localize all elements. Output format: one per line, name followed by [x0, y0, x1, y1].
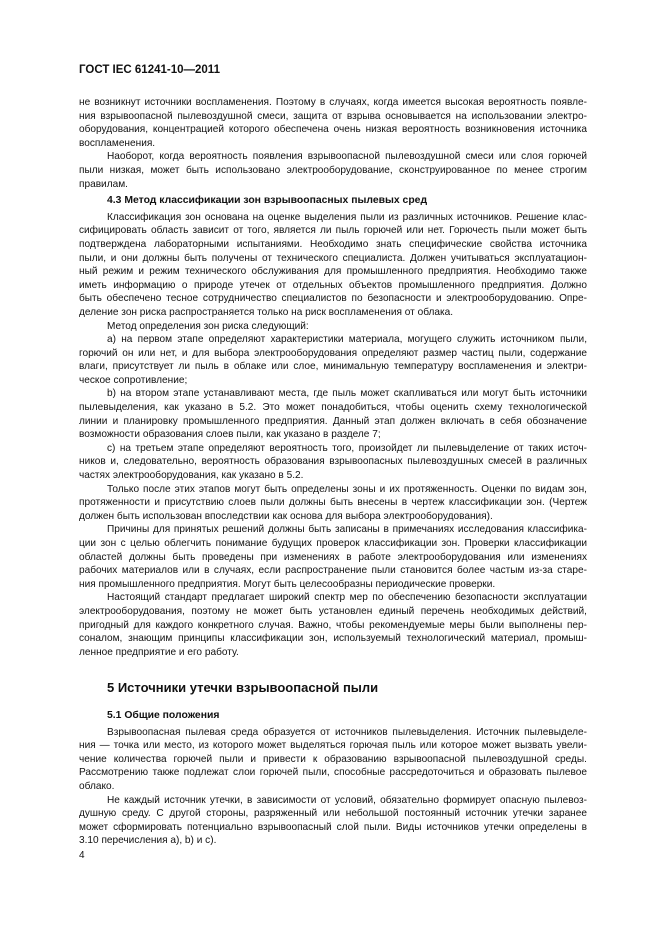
text-line: воспламенения. [79, 137, 156, 149]
text-line: линии и планировку промышленного предприятия. Данный этап должен включать в себя обозначение [79, 415, 587, 427]
paragraph [79, 150, 587, 191]
subsection-heading: 4.3 Метод классификации зон взрывоопасных пылевых сред [107, 195, 428, 207]
text-line: Классификация зон основана на оценке выделения пыли из различных источников. Решение клас- [107, 211, 587, 223]
text-line: Рассмотрению также подлежат слои горючей пыли, способные рассредоточиться и образовать пылевое [79, 767, 587, 779]
text-line: электрооборудования, поэтому не может быть установлен единый перечень необходимых действий, [79, 605, 587, 617]
text-line: влаги, присутствует ли пыль в облаке или слое, минимальную температуру воспламенения и электри- [79, 361, 587, 373]
text-line: соналом, знающим принципы классификации зон, используемый технологический материал, промыш- [79, 633, 587, 645]
text-line: частях электрооборудования, как указано в 5.2. [79, 470, 304, 482]
document-header: ГОСТ IEC 61241-10—2011 [79, 64, 220, 76]
text-line: Метод определения зон риска следующий: [107, 320, 309, 332]
text-line: сифицировать область зависит от того, является ли пыль горючей или нет. Горючесть пыли может быть [79, 225, 587, 237]
text-line: подтверждена лабораторными испытаниями. Необходимо знать специфические свойства источника [79, 238, 587, 250]
text-line: ния промышленного предприятия. Могут быть целесообразны периодические проверки. [79, 578, 496, 590]
text-line: иметь информацию о природе утечек от отдельных объектов промышленного предприятия. Должно [79, 279, 587, 291]
text-line: a) на первом этапе определяют характеристики материала, могущего служить источником пыли, [107, 334, 587, 346]
section-heading: 5 Источники утечки взрывоопасной пыли [107, 680, 379, 696]
text-line: ный режим и режим технического обслуживания для промышленного предприятия. Необходимо также [79, 266, 587, 278]
text-line: может сформировать потенциально взрывоопасный слой пыли. Виды источников утечки определены в [79, 821, 587, 833]
text-line: правилам. [79, 178, 128, 190]
paragraph [79, 591, 587, 659]
paragraph [79, 387, 587, 441]
text-line: Причины для принятых решений должны быть записаны в примечаниях исследования классифика- [107, 524, 587, 536]
text-line: ленное предприятие и его работу. [79, 646, 239, 658]
text-line: областей должны быть проведены при изменениях в работе электрооборудования или изменениях [79, 551, 587, 563]
paragraph [79, 726, 587, 794]
paragraph [79, 523, 587, 591]
subsection-heading: 5.1 Общие положения [107, 709, 220, 721]
text-line: деление зон риска распространяется только на риск воспламенения от облака. [79, 306, 454, 318]
text-line: протяженности и присутствию слоев пыли должны быть внесены в чертеж классификации зон. (Чертеж [79, 497, 587, 509]
text-line: ческое сопротивление; [79, 374, 188, 386]
paragraph [79, 442, 587, 483]
text-line: Только после этих этапов могут быть определены зоны и их протяженность. Оценки по видам зон, [107, 483, 587, 495]
text-line: 3.10 перечисления a), b) и c). [79, 835, 217, 847]
page-number: 4 [79, 850, 85, 861]
text-line: душную среду. С другой стороны, разряженный или небольшой постоянный источник утечки заранее [79, 808, 587, 820]
text-line: пригодный для каждого конкретного случая. Важно, чтобы рекомендуемые меры были выполнены пер- [79, 619, 587, 631]
text-line: оборудования, концентрацией которого обеспечена очень низкая вероятность возникновения источника [79, 124, 587, 136]
text-line: c) на третьем этапе определяют вероятность того, произойдет ли пылевыделение от таких источ- [107, 442, 587, 454]
text-line: пылевыделения, как указано в 5.2. Это может понадобиться, чтобы оценить схему технологической [79, 402, 587, 414]
text-line: пыли низкая, может быть использовано электрооборудование, сконструированное по менее строгим [79, 164, 587, 176]
text-line: ции зон с целью облегчить понимание будущих проверок классификации зон. Проверки классификации [79, 538, 587, 549]
text-line: ников и, следовательно, вероятность образования взрывоопасных пылевоздушных смесей в различных [79, 456, 587, 468]
text-line: быть обеспечено тесное сотрудничество специалистов по безопасности и электрооборудованию. Опре- [79, 293, 587, 305]
paragraph [79, 211, 587, 320]
paragraph [79, 320, 587, 334]
text-line: пыли, и они должны быть получены от технического специалиста. Должен учитываться эксплуатацион- [79, 252, 587, 264]
text-line: Не каждый источник утечки, в зависимости от условий, обязательно формирует опасную пылевоз- [107, 794, 587, 806]
text-line: Наоборот, когда вероятность появления взрывоопасной пылевоздушной смеси или слоя горючей [107, 151, 587, 163]
text-line: возможности образования слоев пыли, как указано в разделе 7; [79, 429, 381, 441]
text-line: чение количества горючей пыли и привести к образованию взрывоопасной пылевоздушной среды. [79, 753, 587, 765]
paragraph [79, 333, 587, 387]
text-line: рабочих материалов или в случаях, если распространение пыли становится более частым из-за старе- [79, 565, 587, 577]
text-line: горючий он или нет, и для выбора электрооборудования определяют размер частиц пыли, содержание [79, 347, 587, 359]
paragraph [79, 483, 587, 524]
text-line: ния — точка или место, из которого может выделяться горючая пыль или которое может вызвать увели- [79, 740, 587, 752]
text-line: должен быть использован впоследствии как основа для выбора электрооборудования). [79, 510, 493, 522]
text-line: b) на втором этапе устанавливают места, где пыль может скапливаться или могут быть источники [107, 388, 587, 400]
text-line: Настоящий стандарт предлагает широкий спектр мер по обеспечению безопасности эксплуатации [107, 592, 587, 604]
text-line: облако. [79, 780, 115, 792]
paragraph [79, 794, 587, 848]
text-line: Взрывоопасная пылевая среда образуется от источников пылевыделения. Источник пылевыделе- [107, 726, 587, 738]
paragraph [79, 96, 587, 150]
text-line: ния взрывоопасной пылевоздушной смеси, защита от взрыва основывается на использовании электро- [79, 110, 587, 122]
text-line: не возникнут источники воспламенения. Поэтому в случаях, когда имеется высокая вероятность появле- [79, 97, 587, 108]
document-body [79, 96, 587, 848]
